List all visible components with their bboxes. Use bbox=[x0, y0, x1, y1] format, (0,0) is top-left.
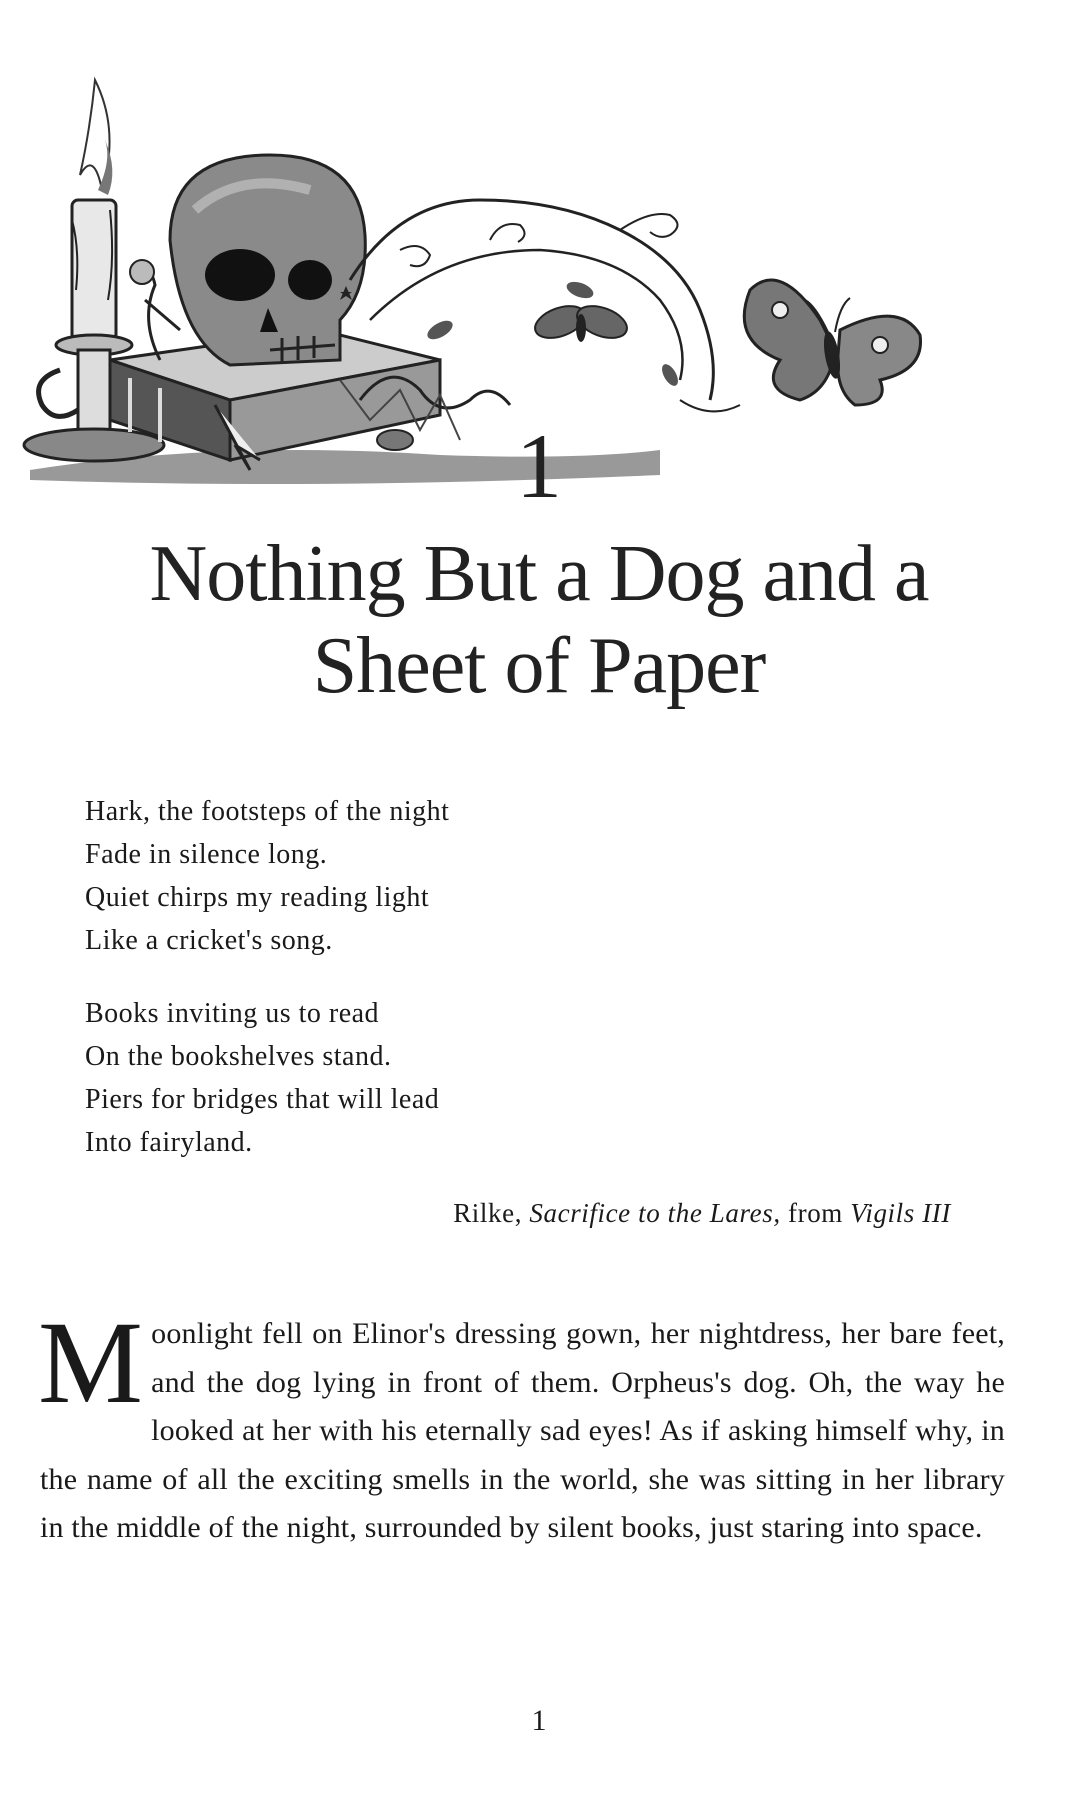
attribution-author: Rilke, bbox=[453, 1198, 530, 1228]
butterfly-icon bbox=[744, 280, 920, 405]
verse-line: Quiet chirps my reading light bbox=[85, 882, 430, 913]
verse-line: On the bookshelves stand. bbox=[85, 1041, 392, 1072]
page-number: 1 bbox=[531, 1704, 547, 1737]
opening-paragraph bbox=[38, 1297, 1005, 1553]
attribution-source: Vigils III bbox=[850, 1198, 951, 1228]
moth-icon bbox=[531, 300, 631, 344]
verse-line: Fade in silence long. bbox=[85, 839, 328, 870]
epigraph-poem bbox=[85, 790, 985, 1194]
epigraph-stanza-1 bbox=[85, 790, 985, 962]
chapter-title-line-2: Sheet of Paper bbox=[312, 622, 766, 710]
drop-cap: M bbox=[38, 1297, 144, 1428]
chapter-number: 1 bbox=[516, 415, 562, 517]
attribution-work: Sacrifice to the Lares, bbox=[529, 1198, 781, 1228]
skull-icon bbox=[170, 155, 365, 365]
chapter-title-line-1: Nothing But a Dog and a bbox=[149, 530, 929, 618]
verse-line: Like a cricket's song. bbox=[85, 925, 333, 956]
paragraph-text: oonlight fell on Elinor's dressing gown, her nightdress, her bare feet, and the dog lying in front of them. Orpheus's dog. Oh, the way he looked at her with his eternally sad eyes! As if asking himself why, in the name of all the exciting smells in the world, she was sitting in her library in the middle of the night, surrounded by silent books, just staring into space. bbox=[40, 1317, 1005, 1544]
verse-line: Into fairyland. bbox=[85, 1127, 253, 1158]
attribution-from: from bbox=[780, 1198, 851, 1228]
epigraph-stanza-2 bbox=[85, 992, 985, 1164]
chapter-title bbox=[30, 528, 1048, 712]
verse-line: Books inviting us to read bbox=[85, 998, 380, 1029]
verse-line: Piers for bridges that will lead bbox=[85, 1084, 440, 1115]
epigraph-attribution bbox=[85, 1198, 951, 1229]
verse-line: Hark, the footsteps of the night bbox=[85, 796, 450, 827]
